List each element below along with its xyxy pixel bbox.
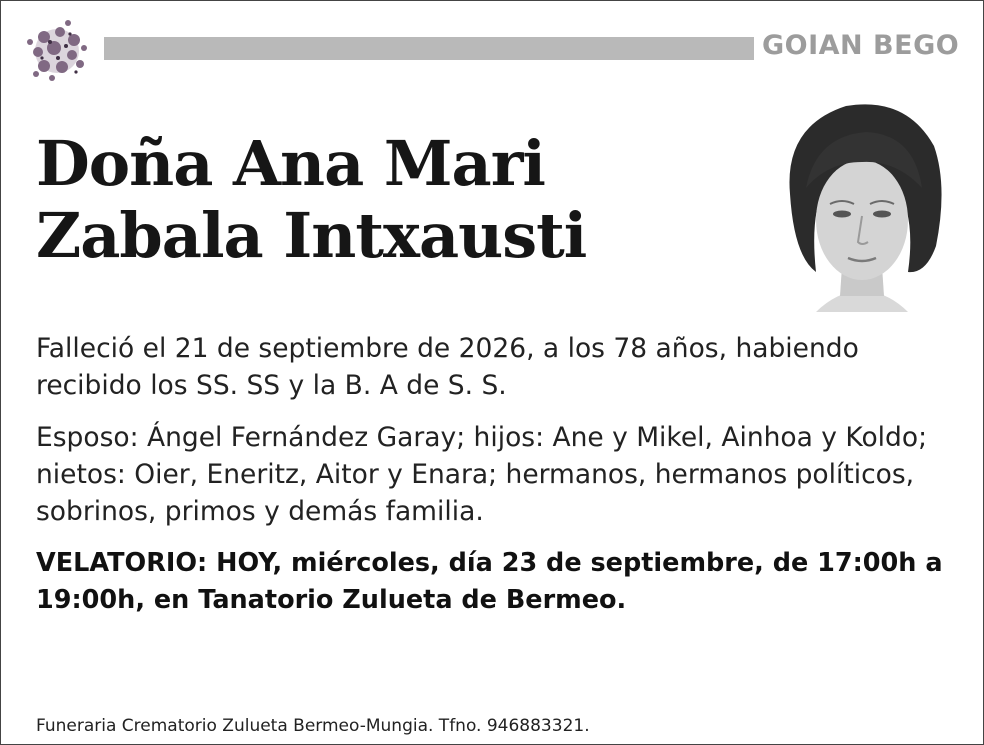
header-bar [104, 37, 754, 60]
name-line-2: Zabala Intxausti [36, 199, 587, 272]
brand-title: GOIAN BEGO [762, 30, 960, 61]
notice-body [36, 330, 956, 634]
name-line-1: Doña Ana Mari [36, 127, 545, 200]
portrait-photo [776, 96, 948, 312]
funeral-home-footer: Funeraria Crematorio Zulueta Bermeo-Mungia. Tfno. 946883321. [36, 716, 590, 736]
deceased-name [36, 128, 586, 272]
flower-ornament-icon [14, 12, 100, 90]
death-paragraph: Falleció el 21 de septiembre de 2026, a los 78 años, habiendo recibido los SS. SS y la B. A de S. S. [36, 333, 859, 401]
wake-paragraph: VELATORIO: HOY, miércoles, día 23 de septiembre, de 17:00h a 19:00h, en Tanatorio Zulueta de Bermeo. [36, 548, 943, 615]
family-paragraph: Esposo: Ángel Fernández Garay; hijos: Ane y Mikel, Ainhoa y Koldo; nietos: Oier, Eneritz, Aitor y Enara; hermanos, hermanos políticos, sobrinos, primos y demás familia. [36, 422, 927, 527]
